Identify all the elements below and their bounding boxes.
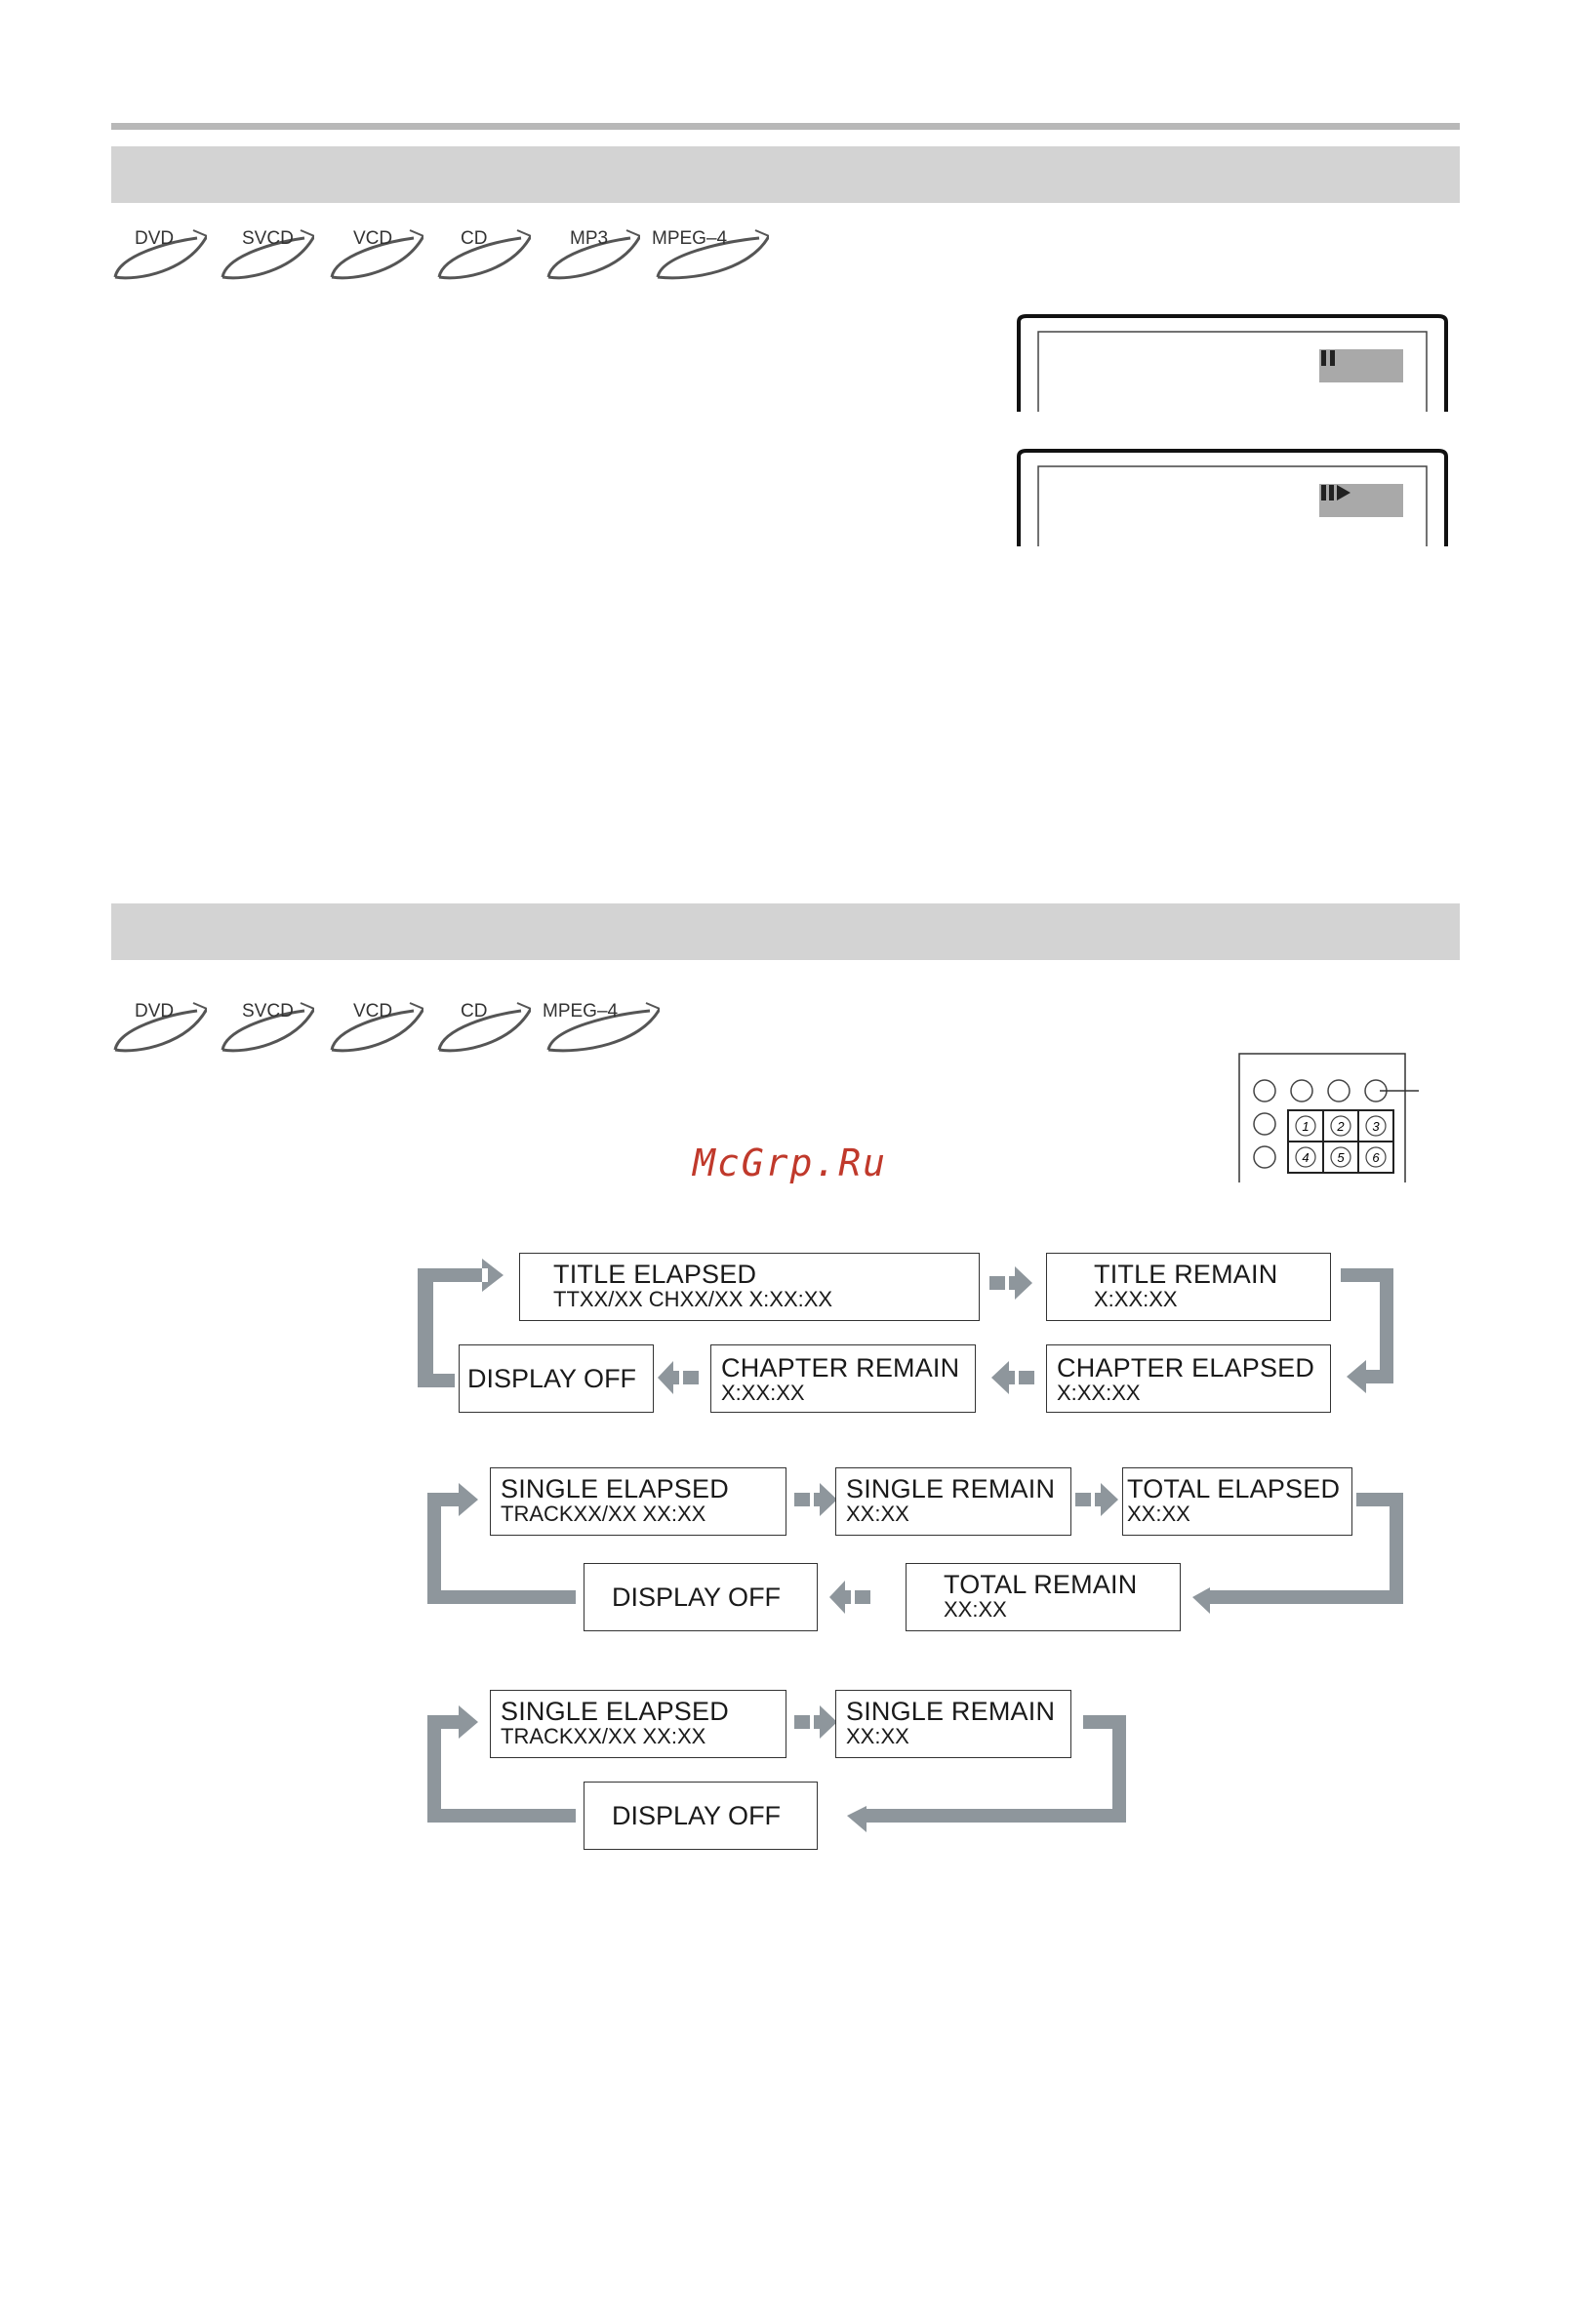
- disc-cd-icon: CD: [433, 226, 529, 277]
- remote-button-5: 5: [1337, 1150, 1345, 1165]
- osd-box-single-elapsed: SINGLE ELAPSED TRACKXX/XX XX:XX: [490, 1467, 786, 1536]
- osd-box-single-remain-short: SINGLE REMAIN XX:XX: [835, 1690, 1071, 1758]
- remote-button-1: 1: [1302, 1119, 1310, 1134]
- osd-box-chapter-elapsed: CHAPTER ELAPSED X:XX:XX: [1046, 1344, 1331, 1413]
- remote-button-2: 2: [1337, 1119, 1345, 1134]
- disc-svcd-icon: SVCD: [217, 999, 312, 1050]
- osd-box-title-remain: TITLE REMAIN X:XX:XX: [1046, 1253, 1331, 1321]
- osd-box-display-off-3: DISPLAY OFF: [584, 1782, 818, 1850]
- disc-mp3-icon: MP3: [543, 226, 638, 277]
- remote-button-3: 3: [1372, 1119, 1380, 1134]
- disc-dvd-icon: DVD: [109, 999, 205, 1050]
- disc-dvd-icon: DVD: [109, 226, 205, 277]
- watermark-text: McGrp.Ru: [693, 1142, 888, 1184]
- osd-box-total-remain: TOTAL REMAIN XX:XX: [906, 1563, 1181, 1631]
- disc-svcd-icon: SVCD: [217, 226, 312, 277]
- osd-box-title-elapsed: TITLE ELAPSED TTXX/XX CHXX/XX X:XX:XX: [519, 1253, 980, 1321]
- osd-box-single-elapsed-short: SINGLE ELAPSED TRACKXX/XX XX:XX: [490, 1690, 786, 1758]
- osd-box-display-off-2: DISPLAY OFF: [584, 1563, 818, 1631]
- disc-mpeg4-icon: MPEG–4: [652, 226, 769, 277]
- remote-button-4: 4: [1302, 1150, 1310, 1165]
- osd-box-total-elapsed: TOTAL ELAPSED XX:XX: [1122, 1467, 1352, 1536]
- osd-box-display-off-1: DISPLAY OFF: [459, 1344, 654, 1413]
- remote-button-6: 6: [1372, 1150, 1380, 1165]
- osd-box-chapter-remain: CHAPTER REMAIN X:XX:XX: [710, 1344, 976, 1413]
- disc-vcd-icon: VCD: [326, 226, 422, 277]
- disc-vcd-icon: VCD: [326, 999, 422, 1050]
- osd-box-single-remain: SINGLE REMAIN XX:XX: [835, 1467, 1071, 1536]
- disc-cd-icon: CD: [433, 999, 529, 1050]
- disc-mpeg4-icon: MPEG–4: [543, 999, 660, 1050]
